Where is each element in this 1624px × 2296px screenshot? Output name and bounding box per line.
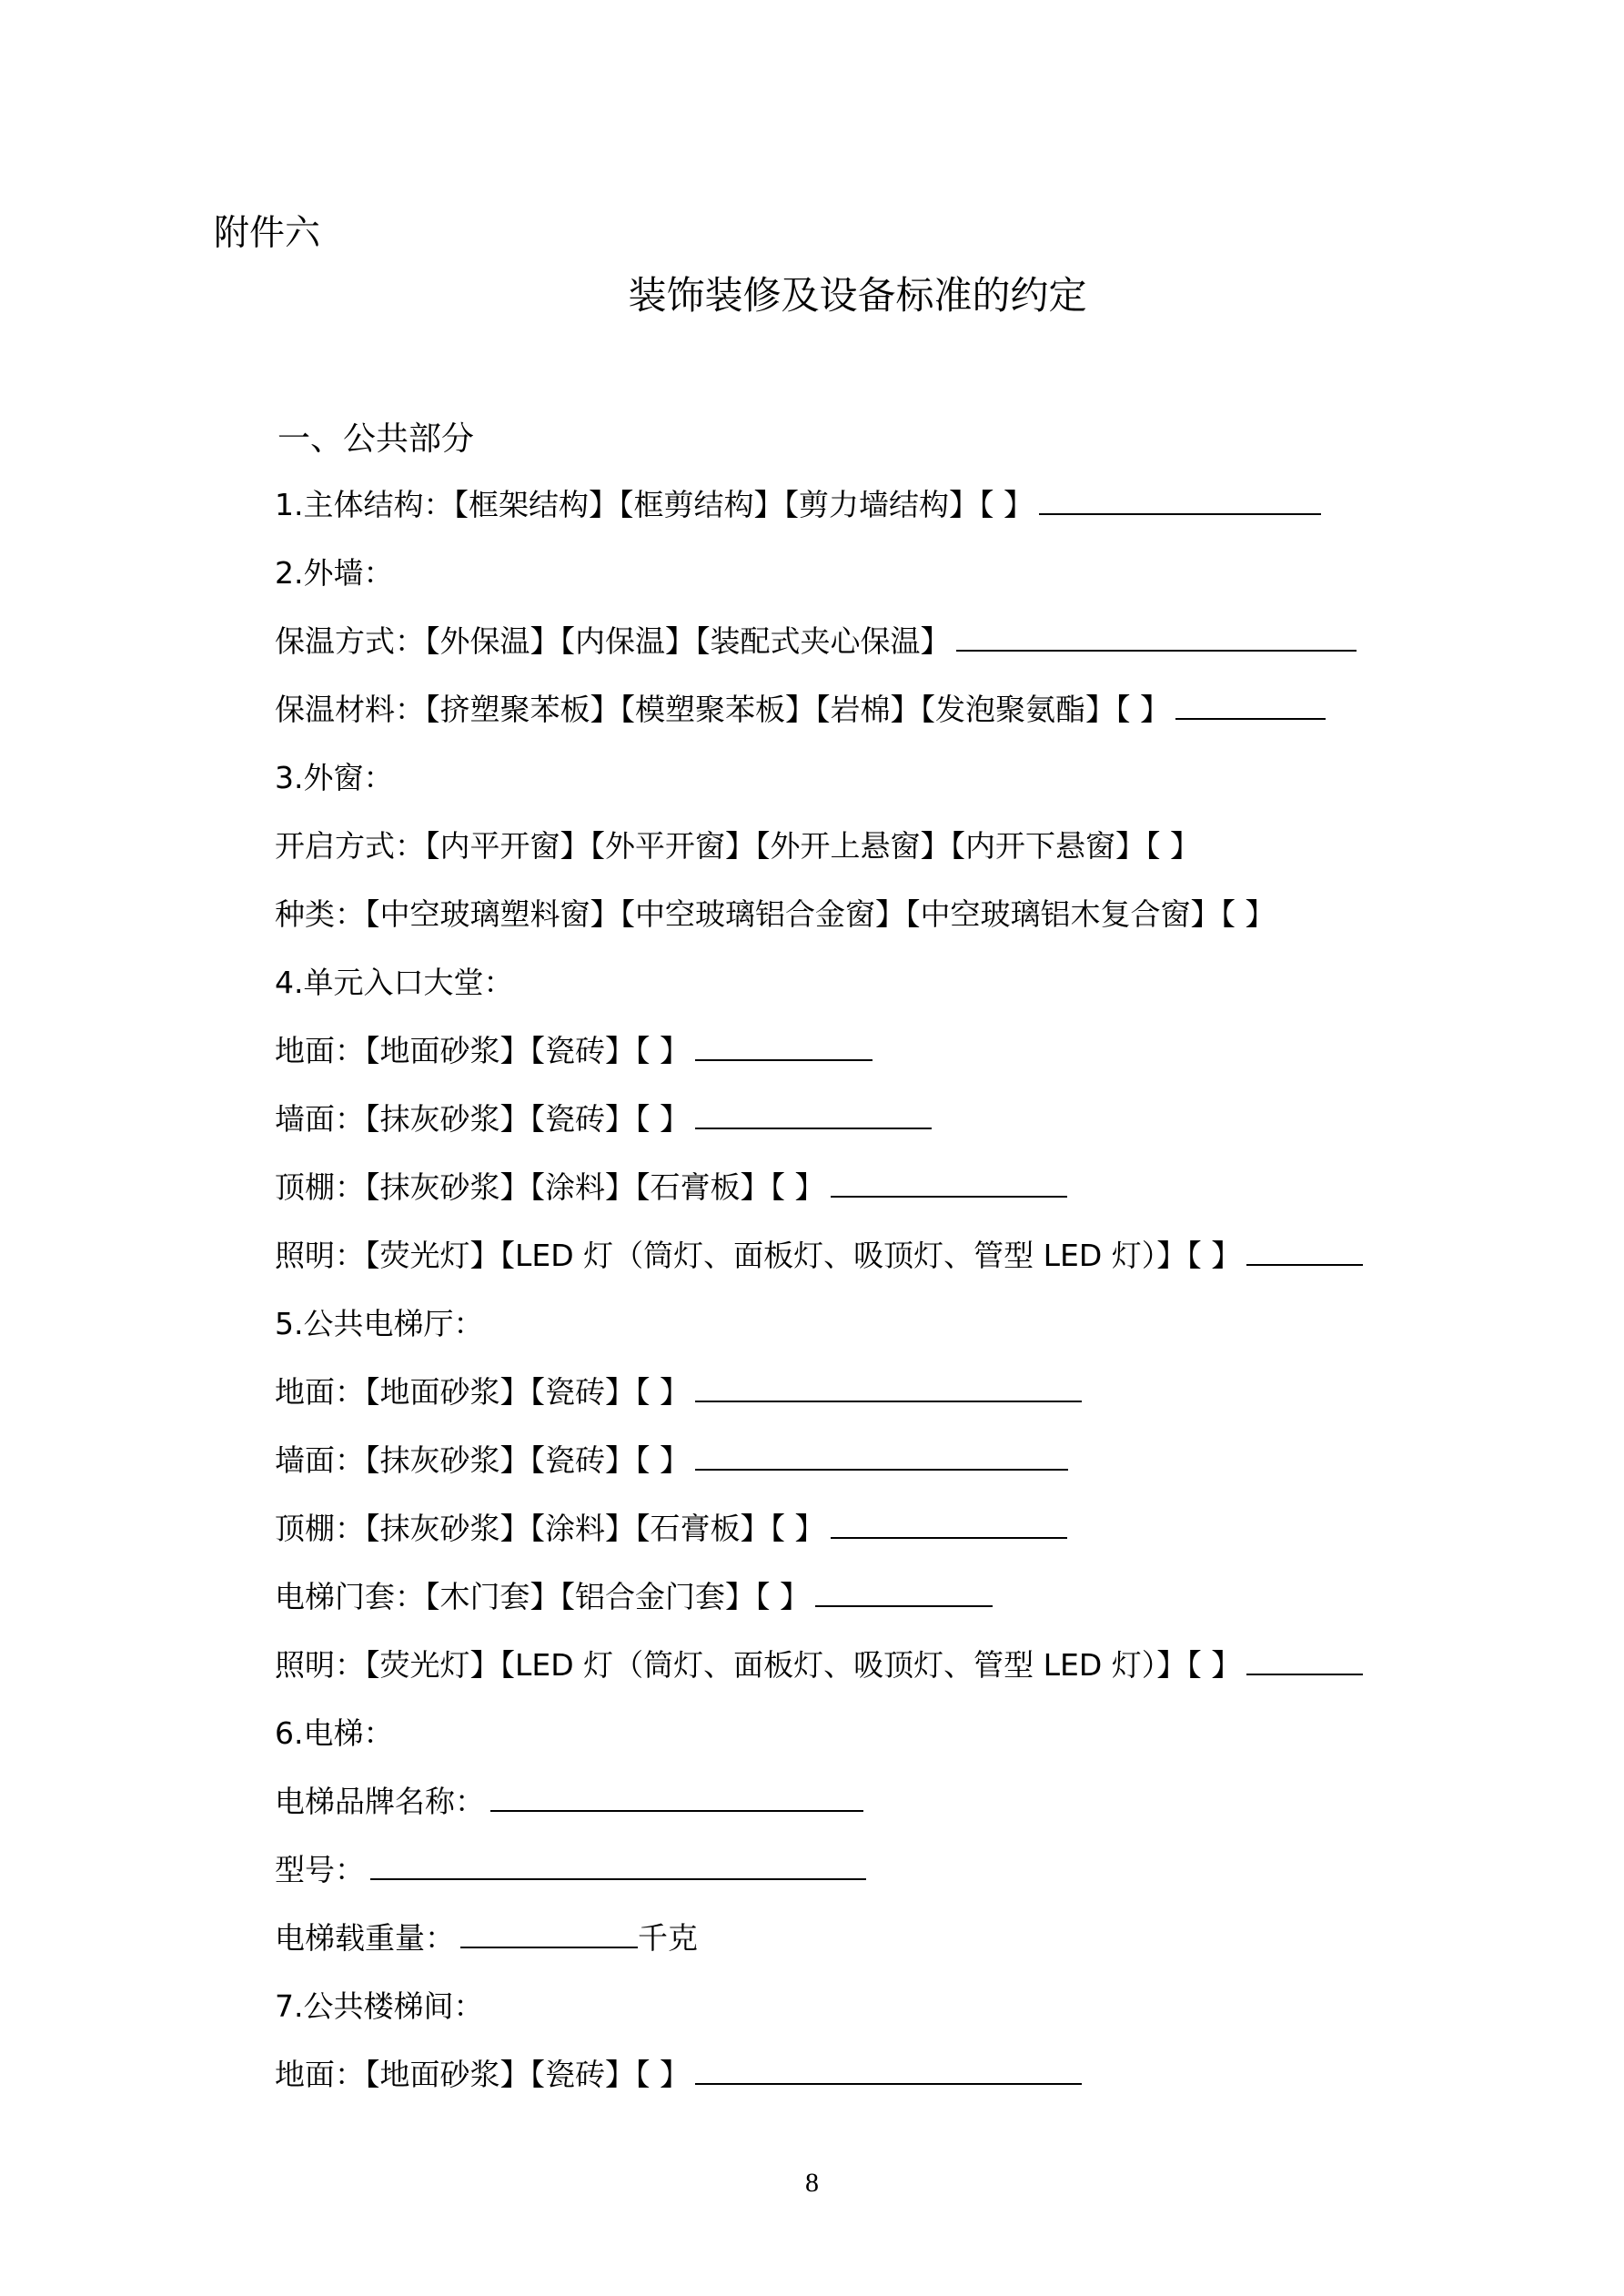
fill-blank[interactable] xyxy=(1246,1233,1363,1266)
line-text: 照明：【荧光灯】【LED 灯（筒灯、面板灯、吸顶灯、管型 LED 灯）】【 】 xyxy=(275,1647,1242,1683)
fill-blank[interactable] xyxy=(1039,482,1321,515)
fill-blank[interactable] xyxy=(460,1916,638,1948)
line-stairwell-floor xyxy=(275,2050,1421,2119)
fill-blank[interactable] xyxy=(695,2052,1082,2085)
line-text: 保温材料：【挤塑聚苯板】【模塑聚苯板】【岩棉】【发泡聚氨酯】【 】 xyxy=(275,692,1170,727)
line-text: 2.外墙： xyxy=(275,555,394,591)
line-lobby-wall xyxy=(275,1095,1421,1163)
line-text: 顶棚：【抹灰砂浆】【涂料】【石膏板】【 】 xyxy=(275,1169,825,1205)
fill-blank[interactable] xyxy=(1175,687,1326,720)
line-text: 电梯载重量： xyxy=(275,1920,455,1956)
line-text: 6.电梯： xyxy=(275,1715,394,1751)
line-lobby-floor xyxy=(275,1027,1421,1095)
line-text: 3.外窗： xyxy=(275,760,394,795)
line-hall-floor xyxy=(275,1368,1421,1436)
line-text: 保温方式：【外保温】【内保温】【装配式夹心保温】 xyxy=(275,623,951,659)
line-text: 地面：【地面砂浆】【瓷砖】【 】 xyxy=(275,2057,690,2092)
line-insulation-method xyxy=(275,617,1421,685)
fill-blank[interactable] xyxy=(370,1847,866,1880)
line-elevator-brand xyxy=(275,1777,1421,1846)
line-public-stairwell xyxy=(275,1982,1421,2050)
fill-blank[interactable] xyxy=(815,1574,993,1607)
fill-blank[interactable] xyxy=(695,1028,873,1061)
line-exterior-window xyxy=(275,754,1421,822)
line-elevator-door-frame xyxy=(275,1573,1421,1641)
document-title: 装饰装修及设备标准的约定 xyxy=(628,273,1087,318)
form-lines xyxy=(275,480,1421,2119)
line-text: 开启方式：【内平开窗】【外平开窗】【外开上悬窗】【内开下悬窗】【 】 xyxy=(275,828,1200,864)
line-hall-ceiling xyxy=(275,1504,1421,1573)
line-text: 型号： xyxy=(275,1852,365,1887)
line-exterior-wall xyxy=(275,549,1421,617)
line-insulation-material xyxy=(275,685,1421,754)
line-hall-wall xyxy=(275,1436,1421,1504)
fill-blank[interactable] xyxy=(831,1506,1067,1539)
line-text: 地面：【地面砂浆】【瓷砖】【 】 xyxy=(275,1374,690,1410)
line-structure xyxy=(275,480,1421,549)
line-entrance-lobby xyxy=(275,958,1421,1027)
line-lobby-ceiling xyxy=(275,1163,1421,1231)
line-elevator-hall xyxy=(275,1300,1421,1368)
line-window-type xyxy=(275,890,1421,958)
line-text: 顶棚：【抹灰砂浆】【涂料】【石膏板】【 】 xyxy=(275,1511,825,1546)
line-text: 1.主体结构：【框架结构】【框剪结构】【剪力墙结构】【 】 xyxy=(275,487,1034,522)
line-opening-method xyxy=(275,822,1421,890)
line-text: 种类：【中空玻璃塑料窗】【中空玻璃铝合金窗】【中空玻璃铝木复合窗】【 】 xyxy=(275,896,1276,932)
line-text: 电梯门套：【木门套】【铝合金门套】【 】 xyxy=(275,1579,810,1614)
line-text: 7.公共楼梯间： xyxy=(275,1988,484,2024)
line-elevator-model xyxy=(275,1846,1421,1914)
annex-label: 附件六 xyxy=(214,213,321,254)
line-elevator xyxy=(275,1709,1421,1777)
line-hall-lighting xyxy=(275,1641,1421,1709)
line-text: 5.公共电梯厅： xyxy=(275,1306,484,1341)
line-text: 地面：【地面砂浆】【瓷砖】【 】 xyxy=(275,1033,690,1068)
line-text: 墙面：【抹灰砂浆】【瓷砖】【 】 xyxy=(275,1442,690,1478)
fill-blank[interactable] xyxy=(490,1779,863,1812)
line-text: 墙面：【抹灰砂浆】【瓷砖】【 】 xyxy=(275,1101,690,1137)
fill-blank[interactable] xyxy=(956,619,1357,652)
line-text: 照明：【荧光灯】【LED 灯（筒灯、面板灯、吸顶灯、管型 LED 灯）】【 】 xyxy=(275,1238,1242,1273)
fill-blank[interactable] xyxy=(695,1438,1068,1471)
fill-blank[interactable] xyxy=(831,1165,1067,1198)
line-text: 4.单元入口大堂： xyxy=(275,965,514,1000)
fill-blank[interactable] xyxy=(695,1097,932,1129)
fill-blank[interactable] xyxy=(695,1370,1082,1402)
fill-blank[interactable] xyxy=(1246,1643,1363,1675)
section-heading: 一、公共部分 xyxy=(277,420,475,458)
page-number: 8 xyxy=(805,2168,819,2198)
line-elevator-load xyxy=(275,1914,1421,1982)
unit-label: 千克 xyxy=(638,1920,698,1956)
line-text: 电梯品牌名称： xyxy=(275,1784,485,1819)
line-lobby-lighting xyxy=(275,1231,1421,1300)
